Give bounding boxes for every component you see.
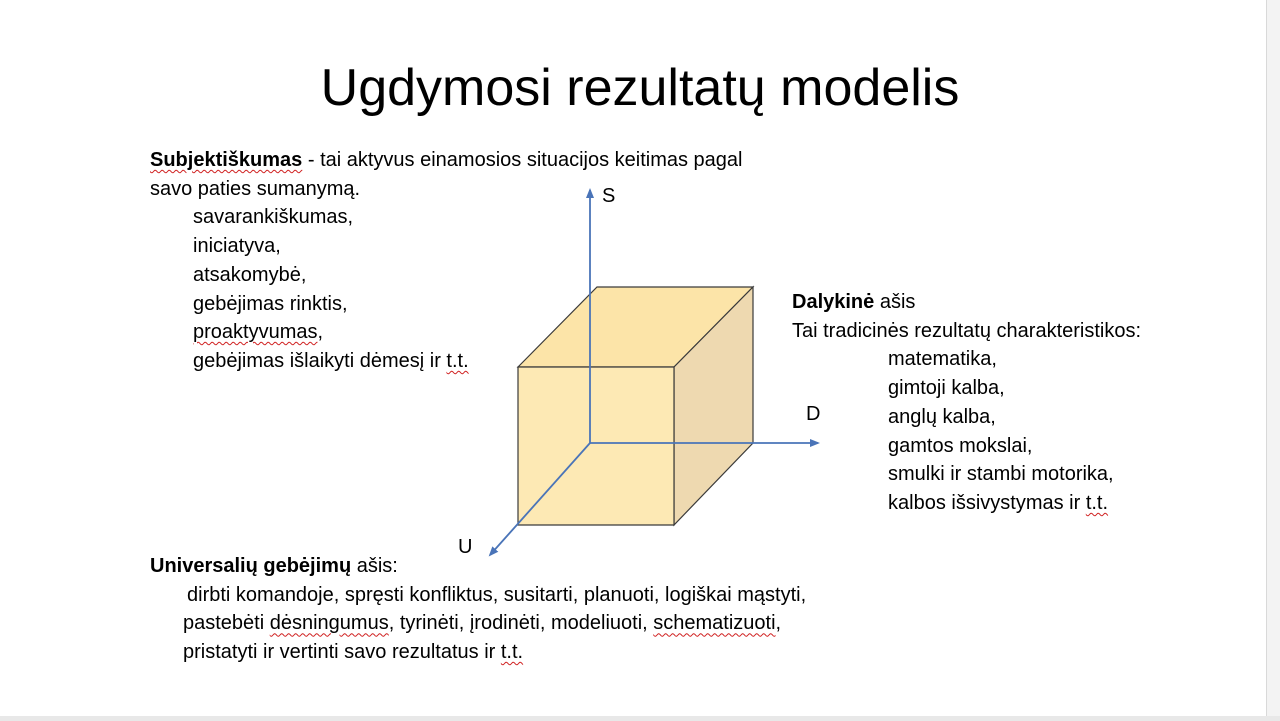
subjectivity-item-text: gebėjimas išlaikyti dėmesį ir <box>193 349 447 372</box>
subject-axis-item: anglų kalba, <box>888 405 996 428</box>
subject-axis-item <box>792 489 1141 518</box>
axis-s-label: S <box>602 185 616 207</box>
subject-axis-item: gamtos mokslai, <box>888 434 1033 457</box>
subjectivity-definition-line2: savo paties sumanymą. <box>150 177 361 200</box>
universal-axis-text: , <box>775 612 782 635</box>
universal-axis-word: dėsningumus <box>269 612 389 635</box>
subjectivity-item-punct: , <box>317 321 324 344</box>
universal-axis-text: pastebėti <box>183 612 270 635</box>
cube-front-face <box>518 367 674 525</box>
universal-axis-text: , tyrinėti, įrodinėti, modeliuoti, <box>388 612 654 635</box>
subjectivity-item: savarankiškumas, <box>193 206 354 229</box>
subject-axis-suffix: ašis <box>874 291 916 313</box>
subjectivity-definition-line <box>150 146 742 175</box>
subject-axis-item-abbr: t.t. <box>1085 491 1109 514</box>
subjectivity-item: iniciatyva, <box>193 235 281 258</box>
subject-axis-heading <box>792 288 1141 317</box>
subject-axis-item: smulki ir stambi motorika, <box>888 463 1114 486</box>
universal-axis-term: Universalių gebėjimų <box>150 555 352 577</box>
universal-axis-line: dirbti komandoje, spręsti konfliktus, susitarti, planuoti, logiškai mąstyti, <box>187 583 807 606</box>
universal-axis-abbr: t.t. <box>500 641 524 664</box>
subjectivity-item-word: proaktyvumas <box>193 321 318 344</box>
universal-axis-block <box>150 552 806 667</box>
subject-axis-item-text: kalbos išsivystymas ir <box>888 491 1086 514</box>
subject-axis-term: Dalykinė <box>792 291 875 313</box>
subjectivity-item <box>150 347 742 376</box>
universal-axis-line <box>150 609 806 638</box>
subjectivity-item: atsakomybė, <box>193 263 307 286</box>
subjectivity-item: gebėjimas rinktis, <box>193 292 348 315</box>
subject-axis-item: matematika, <box>888 348 997 371</box>
subject-axis-block <box>792 288 1141 518</box>
universal-axis-heading <box>150 552 806 581</box>
subject-axis-intro: Tai tradicinės rezultatų charakteristikos: <box>792 319 1142 342</box>
subjectivity-item-abbr: t.t. <box>446 349 469 372</box>
universal-axis-text: pristatyti ir vertinti savo rezultatus ir <box>183 641 501 664</box>
universal-axis-line <box>150 638 806 667</box>
subjectivity-definition: - tai aktyvus einamosios situacijos keitimas pagal <box>302 149 743 171</box>
subjectivity-term: Subjektiškumas <box>150 149 303 171</box>
subjectivity-block <box>150 146 742 376</box>
universal-axis-suffix: ašis: <box>351 555 398 577</box>
axis-d-label: D <box>806 403 821 425</box>
slide-title: Ugdymosi rezultatų modelis <box>320 59 960 117</box>
subject-axis-item: gimtoji kalba, <box>888 377 1005 400</box>
universal-axis-word: schematizuoti <box>653 612 776 635</box>
axis-u-label: U <box>458 536 473 558</box>
subjectivity-item <box>150 318 742 347</box>
